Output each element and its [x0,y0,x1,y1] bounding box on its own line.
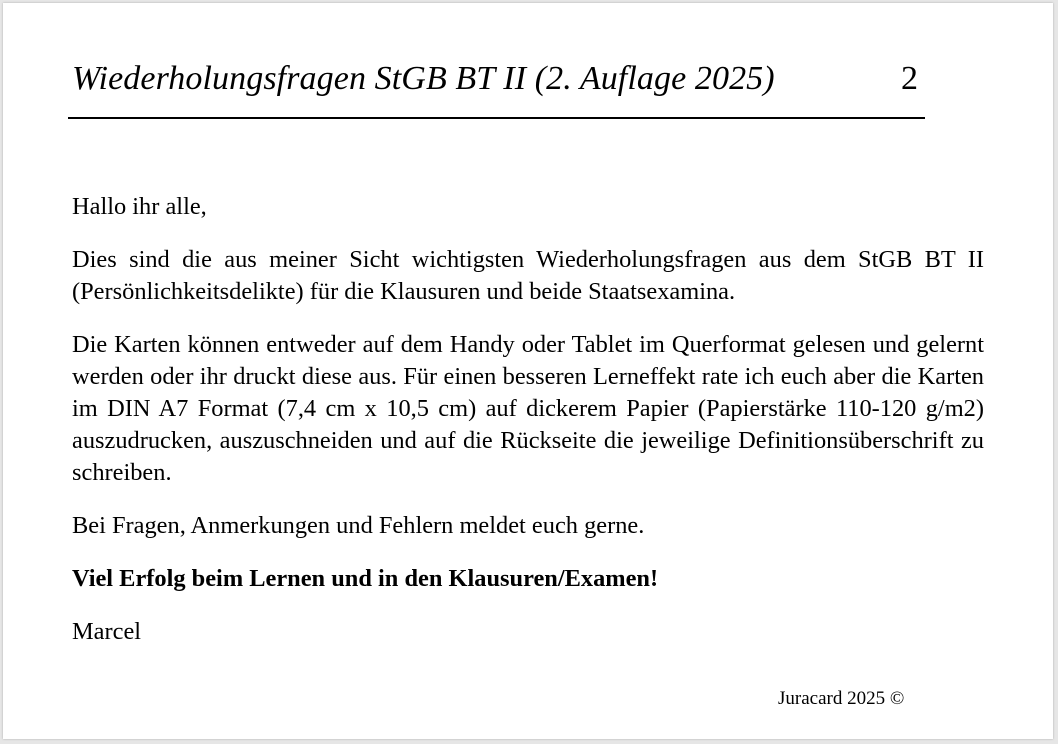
intro-paragraph: Dies sind die aus meiner Sicht wichtigsten Wiederholungsfragen aus dem StGB BT II (Persönlichkeitsdelikte) für die Klausuren und beide Staatsexamina. [72,246,984,305]
closing-wish: Viel Erfolg beim Lernen und in den Klausuren/Examen! [72,565,659,592]
header-divider [68,117,925,119]
document-body [72,191,984,669]
page-number: 2 [901,60,918,97]
signature: Marcel [72,618,142,645]
greeting: Hallo ihr alle, [72,193,207,220]
questions-paragraph: Bei Fragen, Anmerkungen und Fehlern meldet euch gerne. [72,512,645,539]
instructions-paragraph: Die Karten können entweder auf dem Handy oder Tablet im Querformat gelesen und gelernt werden oder ihr druckt diese aus. Für einen besseren Lerneffekt rate ich euch aber die Karten im DIN A7 Format (7,4 cm x 10,5 cm) auf dickerem Papier (Papierstärke 110-120 g/m2) auszudrucken, auszuschneiden und auf die Rückseite die jeweilige Definitionsüberschrift zu schreiben. [72,331,984,486]
document-page [3,3,1053,739]
page-header-title: Wiederholungsfragen StGB BT II (2. Auflage 2025) [72,60,775,97]
copyright-footer: Juracard 2025 © [778,688,905,709]
